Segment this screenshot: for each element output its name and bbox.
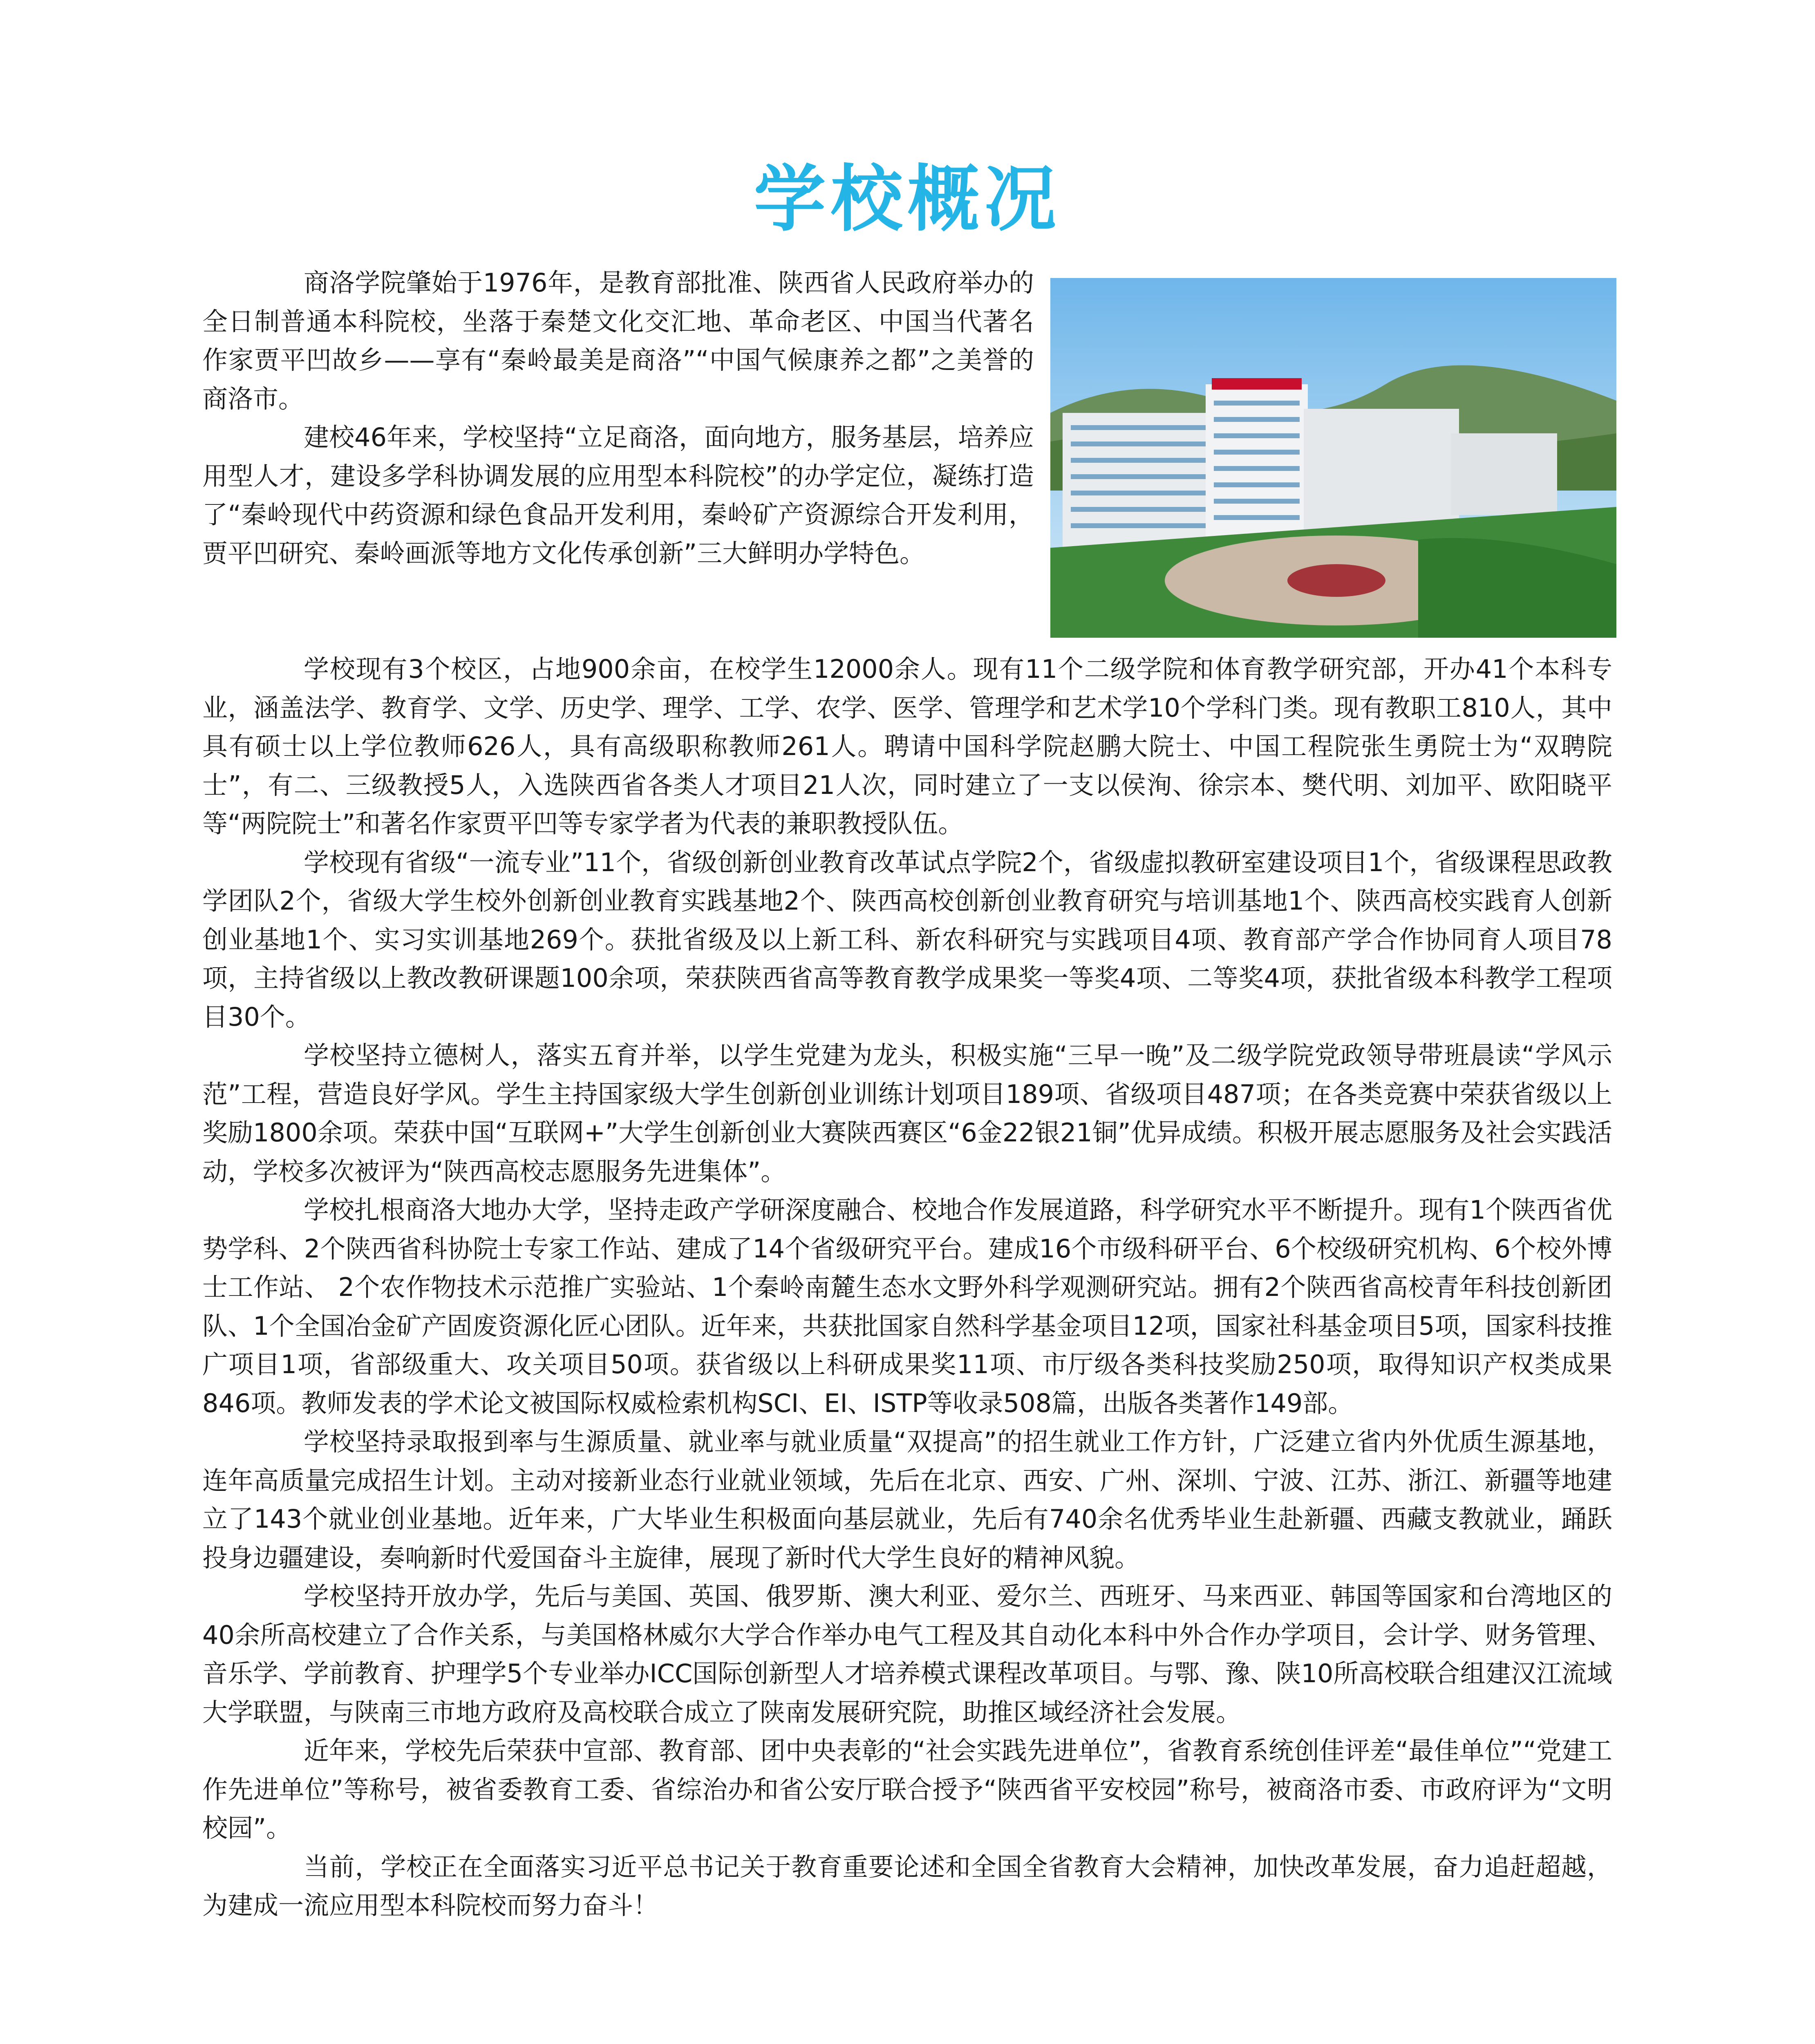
main-text-block (202, 650, 1612, 1925)
paragraph-9: 近年来，学校先后荣获中宣部、教育部、团中央表彰的“社会实践先进单位”，省教育系统创佳评差“最佳单位”“党建工作先进单位”等称号，被省委教育工委、省综治办和省公安厅联合授予“陕西省平安校园”称号，被商洛市委、市政府评为“文明校园”。 (202, 1736, 1612, 1843)
paragraph-4: 学校现有省级“一流专业”11个，省级创新创业教育改革试点学院2个，省级虚拟教研室建设项目1个，省级课程思政教学团队2个，省级大学生校外创新创业教育实践基地2个、陕西高校创新创业教育研究与培训基地1个、陕西高校实践育人创新创业基地1个、实习实训基地269个。获批省级及以上新工科、新农科研究与实践项目4项、教育部产学合作协同育人项目78项，主持省级以上教改教研课题100余项，荣获陕西省高等教育教学成果奖一等奖4项、二等奖4项，获批省级本科教学工程项目30个。 (202, 847, 1612, 1032)
paragraph-8: 学校坚持开放办学，先后与美国、英国、俄罗斯、澳大利亚、爱尔兰、西班牙、马来西亚、韩国等国家和台湾地区的40余所高校建立了合作关系，与美国格林威尔大学合作举办电气工程及其自动化本科中外合作办学项目，会计学、财务管理、音乐学、学前教育、护理学5个专业举办ICC国际创新型人才培养模式课程改革项目。与鄂、豫、陕10所高校联合组建汉江流域大学联盟，与陕南三市地方政府及高校联合成立了陕南发展研究院，助推区域经济社会发展。 (202, 1581, 1612, 1727)
paragraph-7: 学校坚持录取报到率与生源质量、就业率与就业质量“双提高”的招生就业工作方针，广泛建立省内外优质生源基地，连年高质量完成招生计划。主动对接新业态行业就业领域，先后在北京、西安、广州、深圳、宁波、江苏、浙江、新疆等地建立了143个就业创业基地。近年来，广大毕业生积极面向基层就业，先后有740余名优秀毕业生赴新疆、西藏支教就业，踊跃投身边疆建设，奏响新时代爱国奋斗主旋律，展现了新时代大学生良好的精神风貌。 (202, 1427, 1612, 1573)
paragraph-5: 学校坚持立德树人，落实五育并举，以学生党建为龙头，积极实施“三早一晚”及二级学院党政领导带班晨读“学风示范”工程，营造良好学风。学生主持国家级大学生创新创业训练计划项目189项、省级项目487项；在各类竞赛中荣获省级以上奖励1800余项。荣获中国“互联网+”大学生创新创业大赛陕西赛区“6金22银21铜”优异成绩。积极开展志愿服务及社会实践活动，学校多次被评为“陕西高校志愿服务先进集体”。 (202, 1040, 1612, 1186)
paragraph-2: 建校46年来，学校坚持“立足商洛，面向地方，服务基层，培养应用型人才，建设多学科协调发展的应用型本科院校”的办学定位，凝练打造了“秦岭现代中药资源和绿色食品开发利用，秦岭矿产资源综合开发利用，贾平凹研究、秦岭画派等地方文化传承创新”三大鲜明办学特色。 (202, 422, 1034, 568)
paragraph-1: 商洛学院肇始于1976年，是教育部批准、陕西省人民政府举办的全日制普通本科院校，坐落于秦楚文化交汇地、革命老区、中国当代著名作家贾平凹故乡——享有“秦岭最美是商洛”“中国气候康养之都”之美誉的商洛市。 (202, 268, 1034, 414)
paragraph-10: 当前，学校正在全面落实习近平总书记关于教育重要论述和全国全省教育大会精神，加快改革发展，奋力追赶超越，为建成一流应用型本科院校而努力奋斗！ (202, 1851, 1612, 1920)
paragraph-3: 学校现有3个校区，占地900余亩，在校学生12000余人。现有11个二级学院和体育教学研究部，开办41个本科专业，涵盖法学、教育学、文学、历史学、理学、工学、农学、医学、管理学和艺术学10个学科门类。现有教职工810人，其中具有硕士以上学位教师626人，具有高级职称教师261人。聘请中国科学院赵鹏大院士、中国工程院张生勇院士为“双聘院士”，有二、三级教授5人，入选陕西省各类人才项目21人次，同时建立了一支以侯洵、徐宗本、樊代明、刘加平、欧阳晓平等“两院院士”和著名作家贾平凹等专家学者为代表的兼职教授队伍。 (202, 654, 1612, 838)
intro-text-block (202, 264, 1034, 573)
page-title: 学校概况 (754, 157, 1061, 241)
paragraph-6: 学校扎根商洛大地办大学，坚持走政产学研深度融合、校地合作发展道路，科学研究水平不断提升。现有1个陕西省优势学科、2个陕西省科协院士专家工作站、建成了14个省级研究平台。建成16个市级科研平台、6个校级研究机构、6个校外博士工作站、 2个农作物技术示范推广实验站、1个秦岭南麓生态水文野外科学观测研究站。拥有2个陕西省高校青年科技创新团队、1个全国冶金矿产固废资源化匠心团队。近年来，共获批国家自然科学基金项目12项，国家社科基金项目5项，国家科技推广项目1项，省部级重大、攻关项目50项。获省级以上科研成果奖11项、市厅级各类科技奖励250项，取得知识产权类成果846项。教师发表的学术论文被国际权威检索机构SCI、EI、ISTP等收录508篇，出版各类著作149部。 (202, 1195, 1612, 1418)
campus-aerial-photo (1050, 278, 1616, 638)
